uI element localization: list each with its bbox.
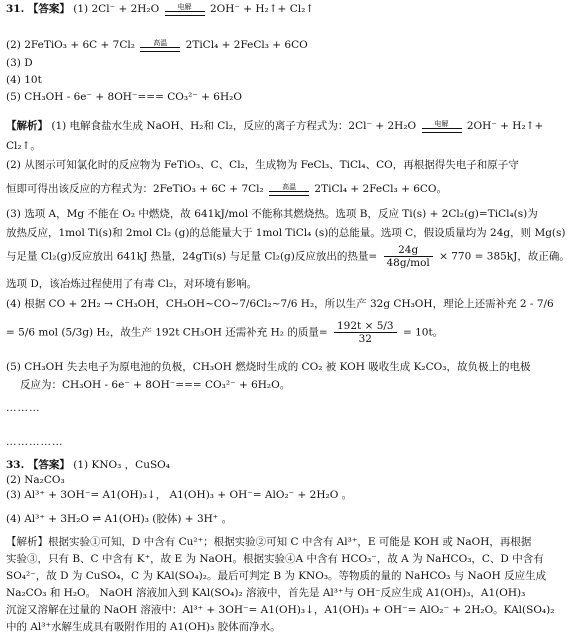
explanation-text: 与足量 Cl₂(g)反应放出 641kJ 热量，24gTi(s) 与足量 Cl₂(g)反应放出的热量= <box>6 250 378 263</box>
explanation-text: 恒即可得出该反应的方程式为：2FeTiO₃ + 6C + 7Cl₂ <box>6 183 264 195</box>
explanation-text: = 10t。 <box>402 326 444 339</box>
q33-answer-3: (3) Al³⁺ + 3OH⁻= A1(OH)₃↓， A1(OH)₃ + OH⁻= AlO₂⁻ + 2H₂O 。 <box>6 489 353 501</box>
answer-text: (1) KNO₃ ，CuSO₄ <box>73 459 170 471</box>
q31-explanation-2b <box>6 182 447 196</box>
q31-explanation-5b: 反应为：CH₃OH - 6e⁻ + 8OH⁻=== CO₃²⁻ + 6H₂O。 <box>20 379 291 391</box>
q31-explanation-2: (2) 从图示可知氯化时的反应物为 FeTiO₃、C、Cl₂，生成物为 FeCl₃、TiCl₄、CO，再根据得失电子和原子守 <box>6 159 519 171</box>
high-temp-condition: 高温 <box>269 183 309 196</box>
high-temp-condition: 高温 <box>140 39 180 52</box>
q31-answer-3: (3) D <box>6 57 33 69</box>
q33-explanation-5: 沉淀又溶解在过量的 NaOH 溶液中：Al³⁺ + 3OH⁻= A1(OH)₃↓，A1(OH)₃ + OH⁻= AlO₂⁻ + 2H₂O。KAl(SO₄)₂ <box>6 604 555 616</box>
equation-left: (2) 2FeTiO₃ + 6C + 7Cl₂ <box>6 39 135 51</box>
fraction-mass: $\frac{24g}{\text{48g/mol}}$ <box>384 244 433 269</box>
q31-explanation-3c <box>6 244 570 269</box>
electrolysis-condition: 电解 <box>165 3 205 16</box>
q33-explanation-3: SO₄²⁻，故 D 为 CuSO₄，C 为 KAl(SO₄)₂。最后可判定 B 为 KNO₃。等物质的量的 NaHCO₃ 与 NaOH 反应生成 <box>6 570 547 582</box>
q31-heading: 31. 【答案】 <box>6 3 70 15</box>
q31-explanation-4a: (4) 根据 CO + 2H₂ → CH₃OH，CH₃OH~CO~7/6Cl₂~7/6 H₂，所以生产 32g CH₃OH，理论上还需补充 2 - 7/6 <box>6 298 554 310</box>
q33-answer-4: (4) Al³⁺ + 3H₂O ⇌ A1(OH)₃ (胶体) + 3H⁺ 。 <box>6 513 233 525</box>
equation-right: 2TiCl₄ + 2FeCl₃ + 6CO <box>185 39 308 51</box>
ellipsis-2: …………… <box>6 436 64 448</box>
q33-answer-1 <box>6 458 170 472</box>
explanation-text: = 5/6 mol (5/3g) H₂，故生产 192t CH₃OH 还需补充 H₂ 的质量= <box>6 326 328 339</box>
explanation-text: 2OH⁻ + H₂↑+ <box>466 120 544 132</box>
q31-explanation-1-wrap: Cl₂↑。 <box>6 140 41 152</box>
q31-explanation-4b <box>6 320 443 345</box>
q31-explanation-5a: (5) CH₃OH 失去电子为原电池的负极，CH₃OH 燃烧时生成的 CO₂ 被 KOH 吸收生成 K₂CO₃，故负极上的电极 <box>6 361 531 373</box>
q33-explanation-4: Na₂CO₃ 和 H₂O。 NaOH 溶液加入到 KAl(SO₄)₂ 溶液中，首先是 Al³⁺与 OH⁻反应生成 A1(OH)₃，A1(OH)₃ <box>6 587 526 599</box>
q33-explanation-6: 中的 Al³⁺水解生成具有吸附作用的 A1(OH)₃ 胶体而净水。 <box>6 621 281 633</box>
q31-answer-2 <box>6 38 308 52</box>
q33-answer-2: (2) Na₂CO₃ <box>6 474 65 486</box>
q31-explanation-3b: 放热反应，1mol Ti(s)和 2mol Cl₂ (g)的总能量大于 1mol TiCl₄ (s)的总能量。选项 C，假设质量均为 24g，则 Mg(s) <box>6 227 566 239</box>
q31-answer-5: (5) CH₃OH - 6e⁻ + 8OH⁻=== CO₃²⁻ + 6H₂O <box>6 91 242 103</box>
explanation-text: 2TiCl₄ + 2FeCl₃ + 6CO。 <box>314 183 448 195</box>
electrolysis-condition: 电解 <box>422 120 462 133</box>
q33-explanation-2: 实验③，只有 B、C 中含有 K⁺，故 E 为 NaOH。根据实验④A 中含有 HCO₃⁻，故 A 为 NaHCO₃，C、D 中含有 <box>6 553 544 565</box>
q31-answer-4: (4) 10t <box>6 74 42 86</box>
equation-left: (1) 2Cl⁻ + 2H₂O <box>73 3 160 15</box>
equation-right: 2OH⁻ + H₂↑+ Cl₂↑ <box>209 3 315 15</box>
explanation-heading: 【解析】 <box>6 120 48 132</box>
q31-answer-1 <box>6 2 314 16</box>
explanation-text: (1) 电解食盐水生成 NaOH、H₂和 Cl₂，反应的离子方程式为：2Cl⁻ + 2H₂O <box>51 120 417 132</box>
ellipsis-1: ……… <box>6 402 41 414</box>
q31-explanation-3d: 选项 D，该冶炼过程使用了有毒 Cl₂，对环境有影响。 <box>6 278 258 290</box>
q31-explanation-1 <box>6 119 543 133</box>
q33-heading: 33. 【答案】 <box>6 459 70 471</box>
q33-explanation-1: 【解析】根据实验①可知，D 中含有 Cu²⁺；根据实验②可知 C 中含有 Al³⁺，E 可能是 KOH 或 NaOH，再根据 <box>6 536 532 548</box>
explanation-text: × 770 = 385kJ，故正确。 <box>439 250 570 263</box>
q31-explanation-3a: (3) 选项 A，Mg 不能在 O₂ 中燃烧，故 641kJ/mol 不能称其燃烧热。选项 B，反应 Ti(s) + 2Cl₂(g)=TiCl₄(s)为 <box>6 208 538 220</box>
fraction-hydrogen: $\frac{192t \times 5/3}{32}$ <box>334 320 397 345</box>
